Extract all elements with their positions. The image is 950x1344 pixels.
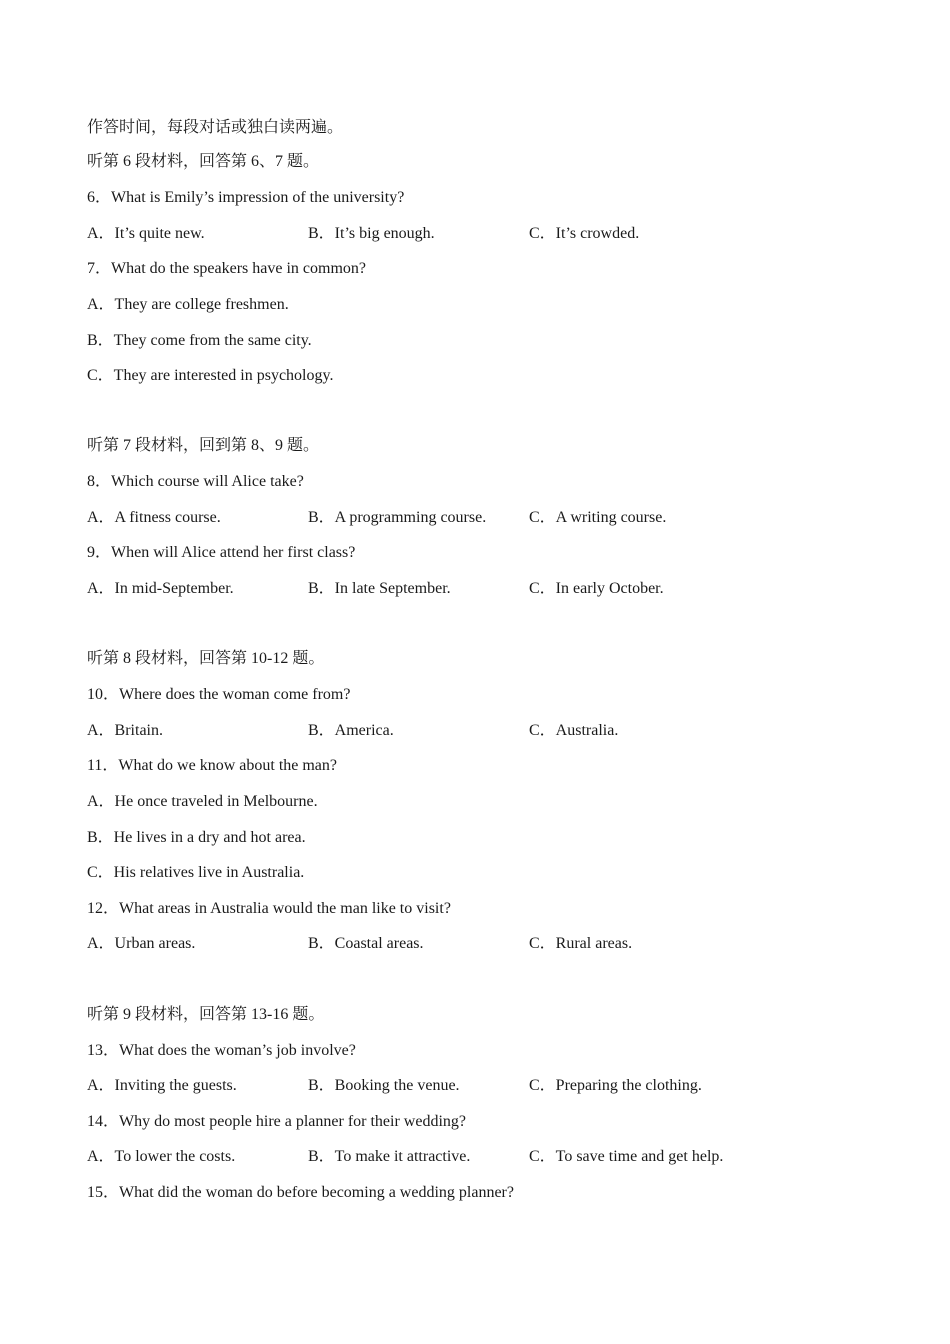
option-b: B．In late September. — [308, 580, 451, 597]
option-a: A．He once traveled in Melbourne. — [87, 793, 318, 810]
option-c: C．In early October. — [529, 580, 664, 597]
option-b: B．They come from the same city. — [87, 332, 312, 349]
section-heading: 听第 6 段材料，回答第 6、7 题。 — [87, 153, 320, 170]
option-c: C．It’s crowded. — [529, 225, 640, 242]
option-c: C．Australia. — [529, 722, 619, 739]
option-b: B．Booking the venue. — [308, 1077, 460, 1094]
question-stem: 14．Why do most people hire a planner for their wedding? — [87, 1113, 467, 1130]
option-a: A．They are college freshmen. — [87, 296, 289, 313]
option-a: A．Britain. — [87, 722, 163, 739]
option-b: B．America. — [308, 722, 394, 739]
question-stem: 13．What does the woman’s job involve? — [87, 1042, 356, 1059]
option-b: B．Coastal areas. — [308, 935, 424, 952]
question-stem: 10．Where does the woman come from? — [87, 686, 351, 703]
question-stem: 11．What do we know about the man? — [87, 757, 338, 774]
option-a: A．Inviting the guests. — [87, 1077, 237, 1094]
question-stem: 7．What do the speakers have in common? — [87, 260, 367, 277]
option-a: A．In mid-September. — [87, 580, 234, 597]
question-stem: 15．What did the woman do before becoming a wedding planner? — [87, 1184, 514, 1201]
section-heading: 听第 8 段材料，回答第 10-12 题。 — [87, 650, 325, 667]
question-stem: 9．When will Alice attend her first class? — [87, 544, 356, 561]
option-b: B．A programming course. — [308, 509, 487, 526]
intro-text: 作答时间，每段对话或独白读两遍。 — [87, 119, 344, 136]
option-a: A．A fitness course. — [87, 509, 221, 526]
option-c: C．To save time and get help. — [529, 1148, 724, 1165]
option-a: A．Urban areas. — [87, 935, 196, 952]
option-c: C．A writing course. — [529, 509, 667, 526]
option-b: B．To make it attractive. — [308, 1148, 471, 1165]
question-stem: 6．What is Emily’s impression of the university? — [87, 189, 405, 206]
option-c: C．They are interested in psychology. — [87, 367, 334, 384]
option-b: B．He lives in a dry and hot area. — [87, 829, 306, 846]
section-heading: 听第 7 段材料，回到第 8、9 题。 — [87, 437, 320, 454]
question-stem: 8．Which course will Alice take? — [87, 473, 304, 490]
option-c: C．His relatives live in Australia. — [87, 864, 305, 881]
option-b: B．It’s big enough. — [308, 225, 435, 242]
option-a: A．To lower the costs. — [87, 1148, 236, 1165]
question-stem: 12．What areas in Australia would the man like to visit? — [87, 900, 451, 917]
option-c: C．Rural areas. — [529, 935, 633, 952]
option-c: C．Preparing the clothing. — [529, 1077, 702, 1094]
section-heading: 听第 9 段材料，回答第 13-16 题。 — [87, 1006, 325, 1023]
option-a: A．It’s quite new. — [87, 225, 205, 242]
